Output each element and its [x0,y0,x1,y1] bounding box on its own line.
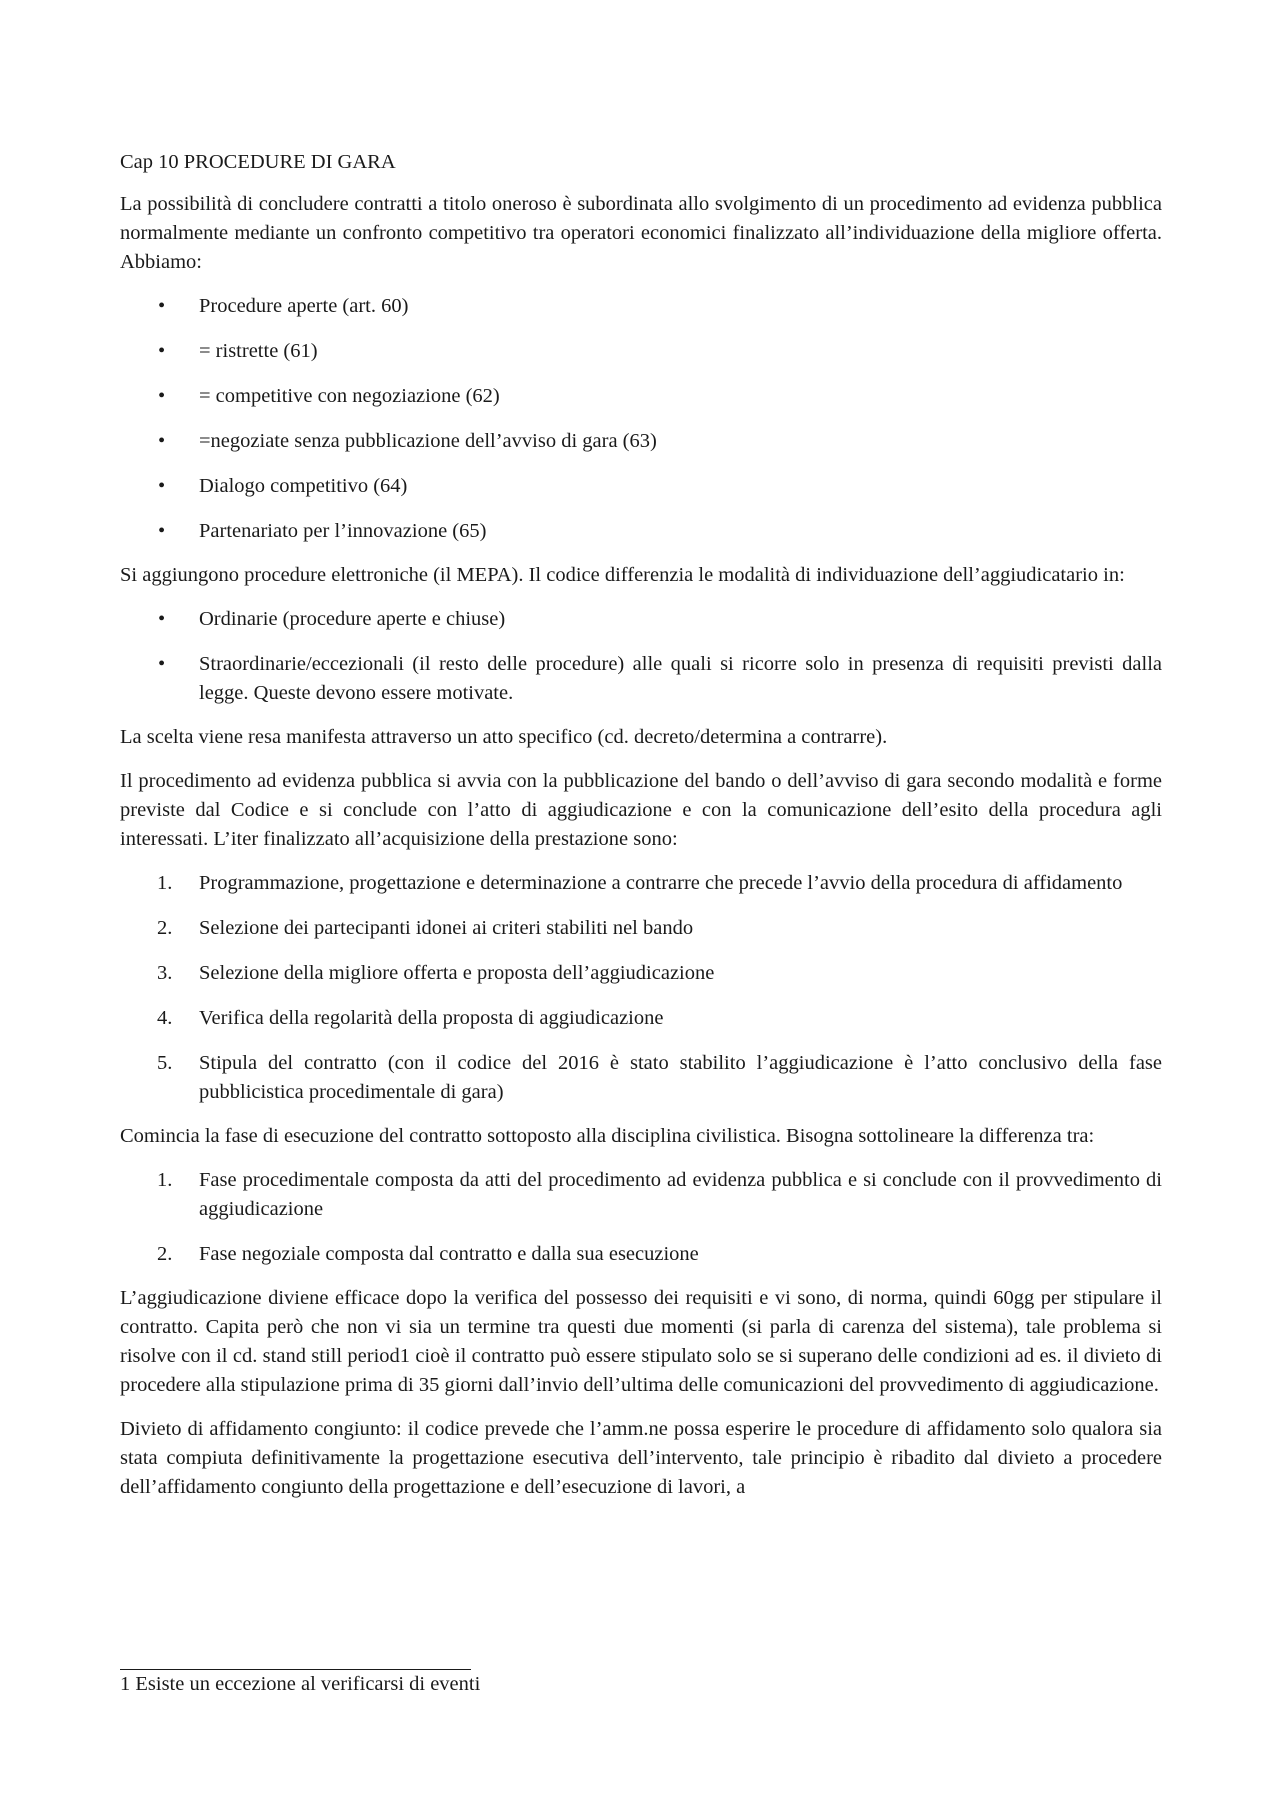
paragraph-standstill [120,1284,1162,1400]
paragraph-choice: La scelta viene resa manifesta attraverso un atto specifico (cd. decreto/determina a contrarre). [120,726,888,748]
list-item-text: Straordinarie/eccezionali (il resto delle procedure) alle quali si ricorre solo in presenza di requisiti previsti dalla legge. Queste devono essere motivate. [199,653,1162,704]
bullet-marker: • [158,475,166,497]
list-item [120,427,1162,456]
number-marker: 2. [157,917,173,939]
bullet-marker: • [158,385,166,407]
footnote: 1 Esiste un eccezione al verificarsi di eventi [120,1673,481,1695]
paragraph-execution: Comincia la fase di esecuzione del contratto sottoposto alla disciplina civilistica. Bisogna sottolineare la differenza tra: [120,1125,1095,1147]
paragraph-procedure: Il procedimento ad evidenza pubblica si avvia con la pubblicazione del bando o dell’avviso di gara secondo modalità e forme previste dal Codice e si conclude con l’atto di aggiudicazione e con la comunicazione dell’esito della procedura agli interessati. L’iter finalizzato all’acquisizione della prestazione sono: [120,770,1162,850]
page-content [120,148,1162,1517]
standstill-text-b: cioè il contratto può essere stipulato solo se si superano delle condizioni ad es. il divieto di procedere alla stipulazione prima di 35 giorni dall’invio dell’ultima delle comunicazioni del provvedimento di aggiudicazione. [120,1345,1162,1396]
list-item-text: = ristrette (61) [199,340,318,362]
list-item-text: Selezione della migliore offerta e proposta dell’aggiudicazione [199,962,715,984]
list-item [120,382,1162,411]
list-item-text: Verifica della regolarità della proposta di aggiudicazione [199,1007,664,1029]
list-item [120,869,1162,898]
paragraph-mepa: Si aggiungono procedure elettroniche (il MEPA). Il codice differenzia le modalità di individuazione dell’aggiudicatario in: [120,564,1125,586]
iter-steps-list [120,869,1162,1107]
list-item [120,1240,1162,1269]
bullet-marker: • [158,340,166,362]
list-item [120,914,1162,943]
list-item-text: = competitive con negoziazione (62) [199,385,500,407]
number-marker: 4. [157,1007,173,1029]
list-item [120,605,1162,634]
bullet-marker: • [158,430,166,452]
list-item-text: Dialogo competitivo (64) [199,475,408,497]
award-types-list [120,605,1162,708]
chapter-title: Cap 10 PROCEDURE DI GARA [120,151,396,173]
list-item [120,337,1162,366]
paragraph-joint-award: Divieto di affidamento congiunto: il codice prevede che l’amm.ne possa esperire le procedure di affidamento solo qualora sia stata compiuta definitivamente la progettazione esecutiva dell’intervento, tale principio è ribadito dal divieto a procedere dell’affidamento congiunto della progettazione e dell’esecuzione di lavori, a [120,1418,1162,1498]
list-item-text: =negoziate senza pubblicazione dell’avviso di gara (63) [199,430,657,452]
paragraph-intro: La possibilità di concludere contratti a titolo oneroso è subordinata allo svolgimento di un procedimento ad evidenza pubblica normalmente mediante un confronto competitivo tra operatori economici finalizzato all’individuazione della migliore offerta. Abbiamo: [120,193,1162,273]
list-item [120,1004,1162,1033]
list-item-text: Programmazione, progettazione e determinazione a contrarre che precede l’avvio della procedura di affidamento [199,872,1123,894]
bullet-marker: • [158,653,166,675]
list-item [120,650,1162,708]
list-item [120,1049,1162,1107]
list-item-text: Selezione dei partecipanti idonei ai criteri stabiliti nel bando [199,917,694,939]
number-marker: 1. [157,872,173,894]
list-item-text: Partenariato per l’innovazione (65) [199,520,487,542]
list-item-text: Fase procedimentale composta da atti del procedimento ad evidenza pubblica e si conclude con il provvedimento di aggiudicazione [199,1169,1162,1220]
number-marker: 3. [157,962,173,984]
number-marker: 5. [157,1052,173,1074]
list-item [120,959,1162,988]
bullet-marker: • [158,295,166,317]
footnote-reference: 1 [399,1345,411,1367]
list-item [120,517,1162,546]
number-marker: 2. [157,1243,173,1265]
list-item-text: Procedure aperte (art. 60) [199,295,409,317]
list-item [120,472,1162,501]
phases-list [120,1166,1162,1269]
list-item-text: Ordinarie (procedure aperte e chiuse) [199,608,506,630]
procedures-list [120,292,1162,546]
bullet-marker: • [158,608,166,630]
list-item [120,1166,1162,1224]
list-item [120,292,1162,321]
standstill-text-a: L’aggiudicazione diviene efficace dopo la verifica del possesso dei requisiti e vi sono, di norma, quindi 60gg per stipulare il contratto. Capita però che non vi sia un termine tra questi due momenti (si parla di carenza del sistema), tale problema si risolve con il cd. stand still period [120,1287,1162,1367]
number-marker: 1. [157,1169,173,1191]
list-item-text: Stipula del contratto (con il codice del 2016 è stato stabilito l’aggiudicazione è l’atto conclusivo della fase pubblicistica procedimentale di gara) [199,1052,1162,1103]
list-item-text: Fase negoziale composta dal contratto e dalla sua esecuzione [199,1243,699,1265]
bullet-marker: • [158,520,166,542]
